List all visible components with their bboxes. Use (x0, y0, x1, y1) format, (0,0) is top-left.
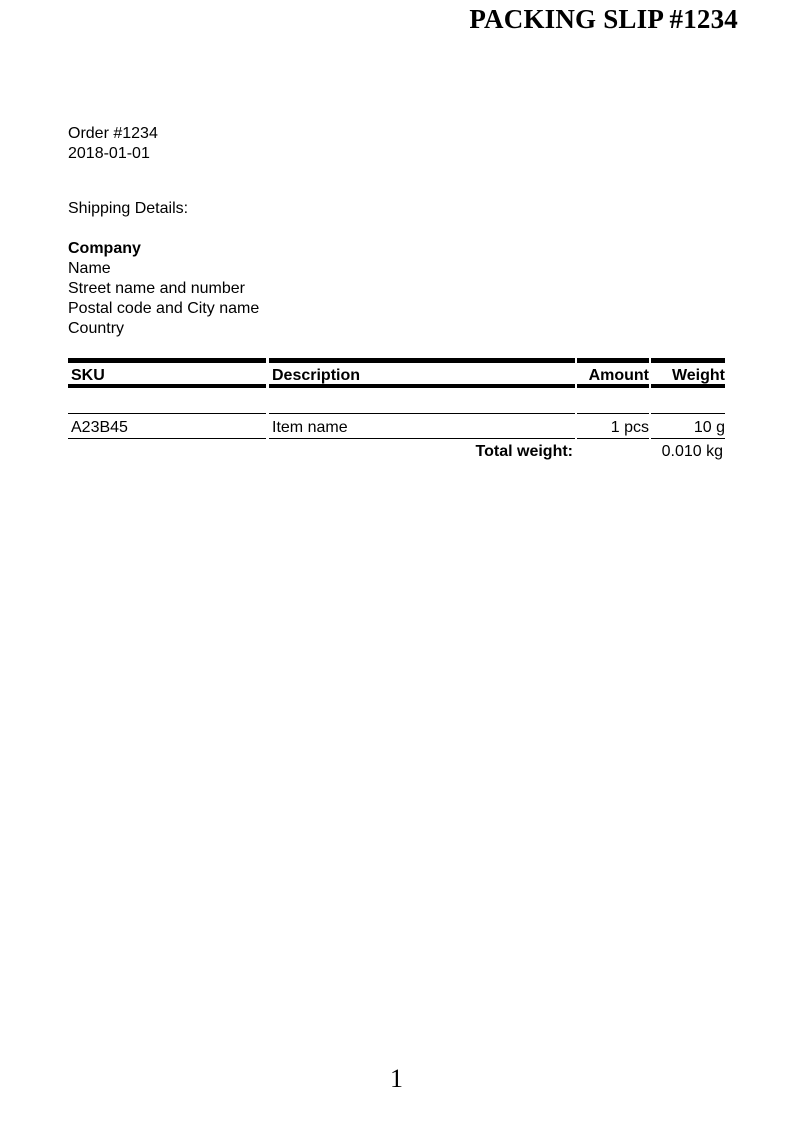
order-date: 2018-01-01 (68, 145, 150, 162)
row-rule (651, 438, 725, 439)
column-header-sku: SKU (71, 367, 105, 384)
column-header-description: Description (272, 367, 361, 384)
shipping-heading: Shipping Details: (68, 200, 189, 217)
header-top-rule (651, 358, 725, 363)
row-rule (577, 413, 649, 414)
row-rule (269, 413, 575, 414)
page-number: 1 (390, 1064, 403, 1093)
cell-description: Item name (272, 419, 348, 436)
header-bottom-rule (577, 384, 649, 388)
header-top-rule (577, 358, 649, 363)
order-number: Order #1234 (68, 125, 158, 142)
column-header-amount: Amount (588, 367, 649, 384)
header-bottom-rule (68, 384, 266, 388)
total-weight-value: 0.010 kg (661, 443, 723, 460)
total-weight-label: Total weight: (475, 443, 573, 460)
row-rule (651, 413, 725, 414)
cell-weight: 10 g (693, 419, 725, 436)
cell-sku: A23B45 (71, 419, 128, 436)
row-rule (68, 438, 266, 439)
shipping-street: Street name and number (68, 280, 245, 297)
shipping-postal-city: Postal code and City name (68, 300, 260, 317)
cell-amount: 1 pcs (610, 419, 649, 436)
shipping-company: Company (68, 240, 141, 257)
row-rule (269, 438, 575, 439)
header-bottom-rule (269, 384, 575, 388)
row-rule (68, 413, 266, 414)
shipping-country: Country (68, 320, 125, 337)
shipping-name: Name (68, 260, 111, 277)
row-rule (577, 438, 649, 439)
page-title: PACKING SLIP #1234 (469, 4, 738, 34)
column-header-weight: Weight (671, 367, 725, 384)
header-top-rule (269, 358, 575, 363)
header-bottom-rule (651, 384, 725, 388)
header-top-rule (68, 358, 266, 363)
